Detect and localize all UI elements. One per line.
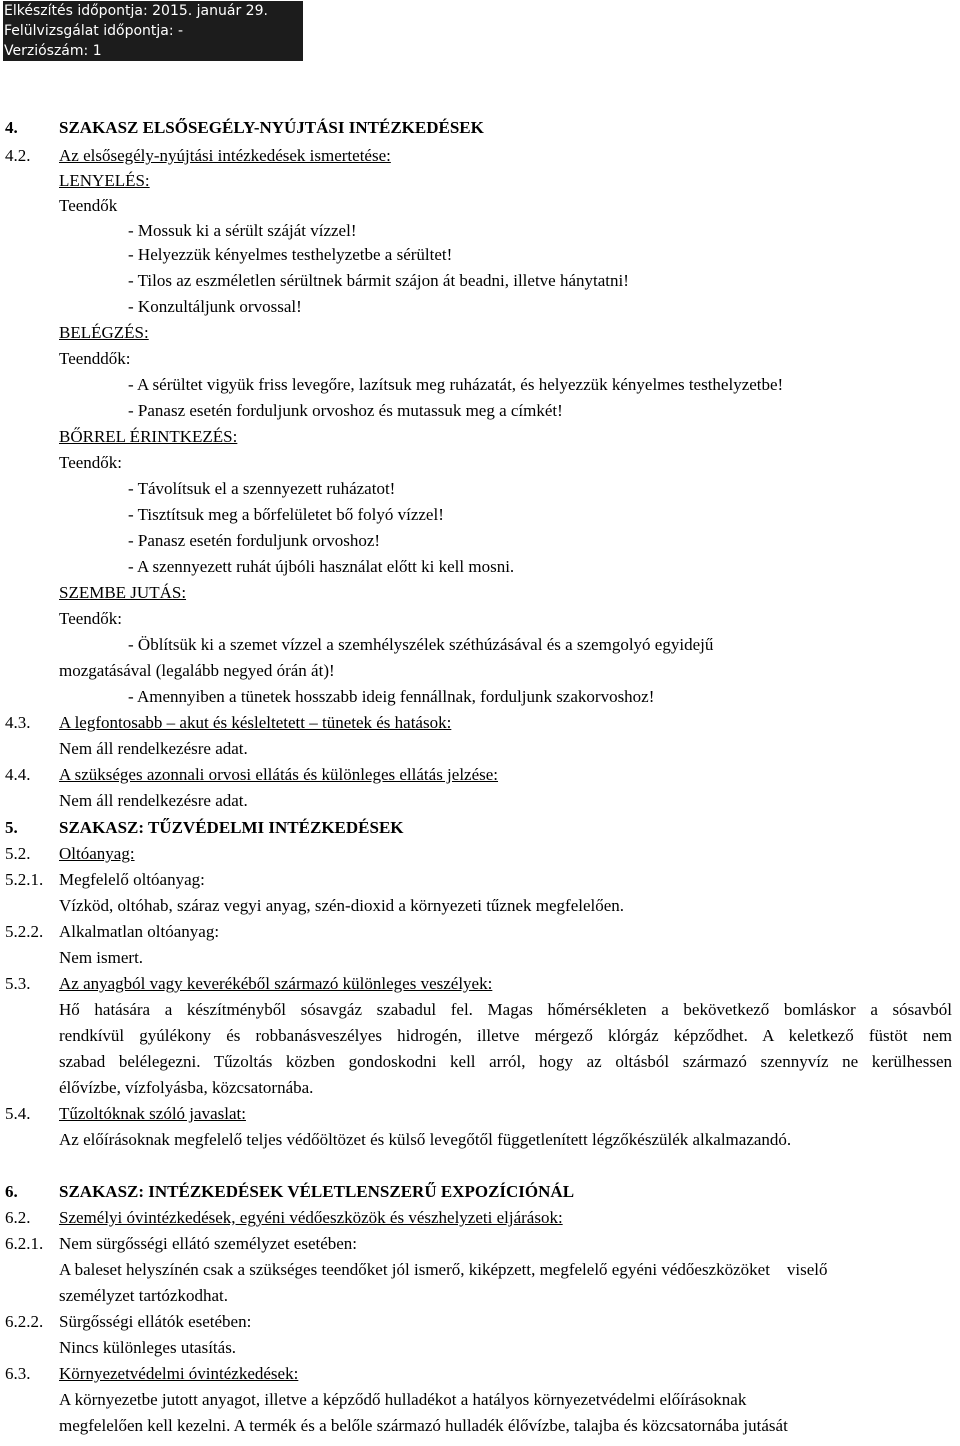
section-6-2-1-number: 6.2.1. — [5, 1234, 44, 1253]
section-6-2-title: Személyi óvintézkedések, egyéni védőeszközök és vészhelyzeti eljárások: — [59, 1208, 563, 1227]
section-4-2-title: Az elsősegély-nyújtási intézkedések ismertetése: — [59, 146, 391, 165]
section-6-3-text-line: A környezetbe jutott anyagot, illetve a képződő hulladékot a hatályos környezetvédelmi előírásoknak — [59, 1390, 747, 1409]
version-number: Verziószám: 1 — [4, 43, 102, 59]
section-5-2-number: 5.2. — [5, 844, 31, 863]
ingestion-heading: LENYELÉS: — [59, 171, 150, 190]
skin-item: - Panasz esetén forduljunk orvoshoz! — [128, 531, 381, 550]
skin-item: - Tisztítsuk meg a bőrfelületet bő folyó vízzel! — [128, 505, 444, 524]
section-6-3-number: 6.3. — [5, 1364, 31, 1383]
section-5-4-number: 5.4. — [5, 1104, 31, 1123]
section-6-2-1-text-line: A baleset helyszínén csak a szükséges teendőket jól ismerő, kiképzett, megfelelő egyéni védőeszközöket viselő — [59, 1260, 828, 1279]
inhalation-item: - Panasz esetén forduljunk orvoshoz és mutassuk meg a címkét! — [128, 401, 563, 420]
ingestion-item: - Tilos az eszméletlen sérültnek bármit szájon át beadni, illetve hánytatni! — [128, 271, 629, 290]
skin-contact-heading: BŐRREL ÉRINTKEZÉS: — [59, 427, 238, 446]
eye-item: - Öblítsük ki a szemet vízzel a szemhélyszélek széthúzásával és a szemgolyó egyidejű — [128, 635, 714, 654]
created-date: Elkészítés időpontja: 2015. január 29. — [4, 3, 268, 19]
section-6-2-2-text: Nincs különleges utasítás. — [59, 1338, 237, 1357]
section-5-2-2-number: 5.2.2. — [5, 922, 44, 941]
revision-date: Felülvizsgálat időpontja: - — [4, 23, 184, 39]
section-5-3-text-line: élővízbe, vízfolyásba, közcsatornába. — [59, 1078, 314, 1097]
ingestion-item: - Helyezzük kényelmes testhelyzetbe a sérültet! — [128, 245, 453, 264]
section-5-2-1-title: Megfelelő oltóanyag: — [59, 870, 205, 889]
section-4-3-number: 4.3. — [5, 713, 31, 732]
inhalation-heading: BELÉGZÉS: — [59, 323, 149, 342]
section-5-3-text-line: Hő hatására a készítményből sósavgáz szabadul fel. Magas hőmérsékleten a bekövetkező bomláskor a sósavból — [59, 1000, 952, 1019]
section-4-4-text: Nem áll rendelkezésre adat. — [59, 791, 248, 810]
section-6-2-1-text-line: személyzet tartózkodhat. — [59, 1286, 228, 1305]
section-6-2-2-title: Sürgősségi ellátók esetében: — [59, 1312, 252, 1331]
skin-actions-label: Teendők: — [59, 453, 123, 472]
section-5-number: 5. — [5, 818, 18, 837]
section-6-2-number: 6.2. — [5, 1208, 31, 1227]
section-4-4-number: 4.4. — [5, 765, 31, 784]
skin-item: - Távolítsuk el a szennyezett ruházatot! — [128, 479, 396, 498]
section-5-4-title: Tűzoltóknak szóló javaslat: — [59, 1104, 246, 1123]
section-5-2-1-number: 5.2.1. — [5, 870, 44, 889]
section-5-title: SZAKASZ: TŰZVÉDELMI INTÉZKEDÉSEK — [59, 818, 404, 837]
section-5-2-2-title: Alkalmatlan oltóanyag: — [59, 922, 220, 941]
eye-item: - Amennyiben a tünetek hosszabb ideig fennállnak, forduljunk szakorvoshoz! — [128, 687, 655, 706]
section-6-2-1-title: Nem sürgősségi ellátó személyzet esetében: — [59, 1234, 358, 1253]
section-5-2-title: Oltóanyag: — [59, 844, 135, 863]
section-6-2-2-number: 6.2.2. — [5, 1312, 44, 1331]
section-4-3-title: A legfontosabb – akut és késleltetett – tünetek és hatások: — [59, 713, 452, 732]
skin-item: - A szennyezett ruhát újbóli használat előtt ki kell mosni. — [128, 557, 515, 576]
section-5-3-title: Az anyagból vagy keverékéből származó különleges veszélyek: — [59, 974, 493, 993]
section-5-3-number: 5.3. — [5, 974, 31, 993]
section-6-3-text-line: megfelelően kell kezelni. A termék és a belőle származó hulladék élővízbe, talajba és közcsatornába jutását — [59, 1416, 788, 1435]
section-5-3-text-line: szabad belélegezni. Tűzoltás közben gondoskodni kell arról, hogy az oltásból származó szennyvíz ne kerülhessen — [59, 1052, 952, 1071]
eye-actions-label: Teendők: — [59, 609, 123, 628]
section-6-3-title: Környezetvédelmi óvintézkedések: — [59, 1364, 299, 1383]
inhalation-actions-label: Teenddők: — [59, 349, 131, 368]
section-5-2-1-text: Vízköd, oltóhab, száraz vegyi anyag, szén-dioxid a környezeti tűznek megfelelően. — [59, 896, 625, 915]
ingestion-item: - Mossuk ki a sérült száját vízzel! — [128, 221, 357, 240]
section-6-title: SZAKASZ: INTÉZKEDÉSEK VÉLETLENSZERŰ EXPOZÍCIÓNÁL — [59, 1182, 575, 1201]
ingestion-item: - Konzultáljunk orvossal! — [128, 297, 302, 316]
eye-item-continued: mozgatásával (legalább negyed órán át)! — [59, 661, 335, 680]
eye-contact-heading: SZEMBE JUTÁS: — [59, 583, 187, 602]
inhalation-item: - A sérültet vigyük friss levegőre, lazítsuk meg ruházatát, és helyezzük kényelmes testhelyzetbe! — [128, 375, 784, 394]
section-4-4-title: A szükséges azonnali orvosi ellátás és különleges ellátás jelzése: — [59, 765, 499, 784]
section-4-3-text: Nem áll rendelkezésre adat. — [59, 739, 248, 758]
ingestion-actions-label: Teendők — [59, 196, 118, 215]
section-4-2-number: 4.2. — [5, 146, 31, 165]
section-6-number: 6. — [5, 1182, 18, 1201]
section-4-title: SZAKASZ ELSŐSEGÉLY-NYÚJTÁSI INTÉZKEDÉSEK — [59, 118, 484, 137]
section-5-2-2-text: Nem ismert. — [59, 948, 144, 967]
section-4-number: 4. — [5, 118, 18, 137]
section-5-4-text: Az előírásoknak megfelelő teljes védőöltözet és külső levegőtől függetlenített légzőkészülék alkalmazandó. — [59, 1130, 792, 1149]
section-5-3-text-line: rendkívül gyúlékony és robbanásveszélyes hidrogén, illetve mérgező klórgáz képződhet. A keletkező füstöt nem — [59, 1026, 952, 1045]
